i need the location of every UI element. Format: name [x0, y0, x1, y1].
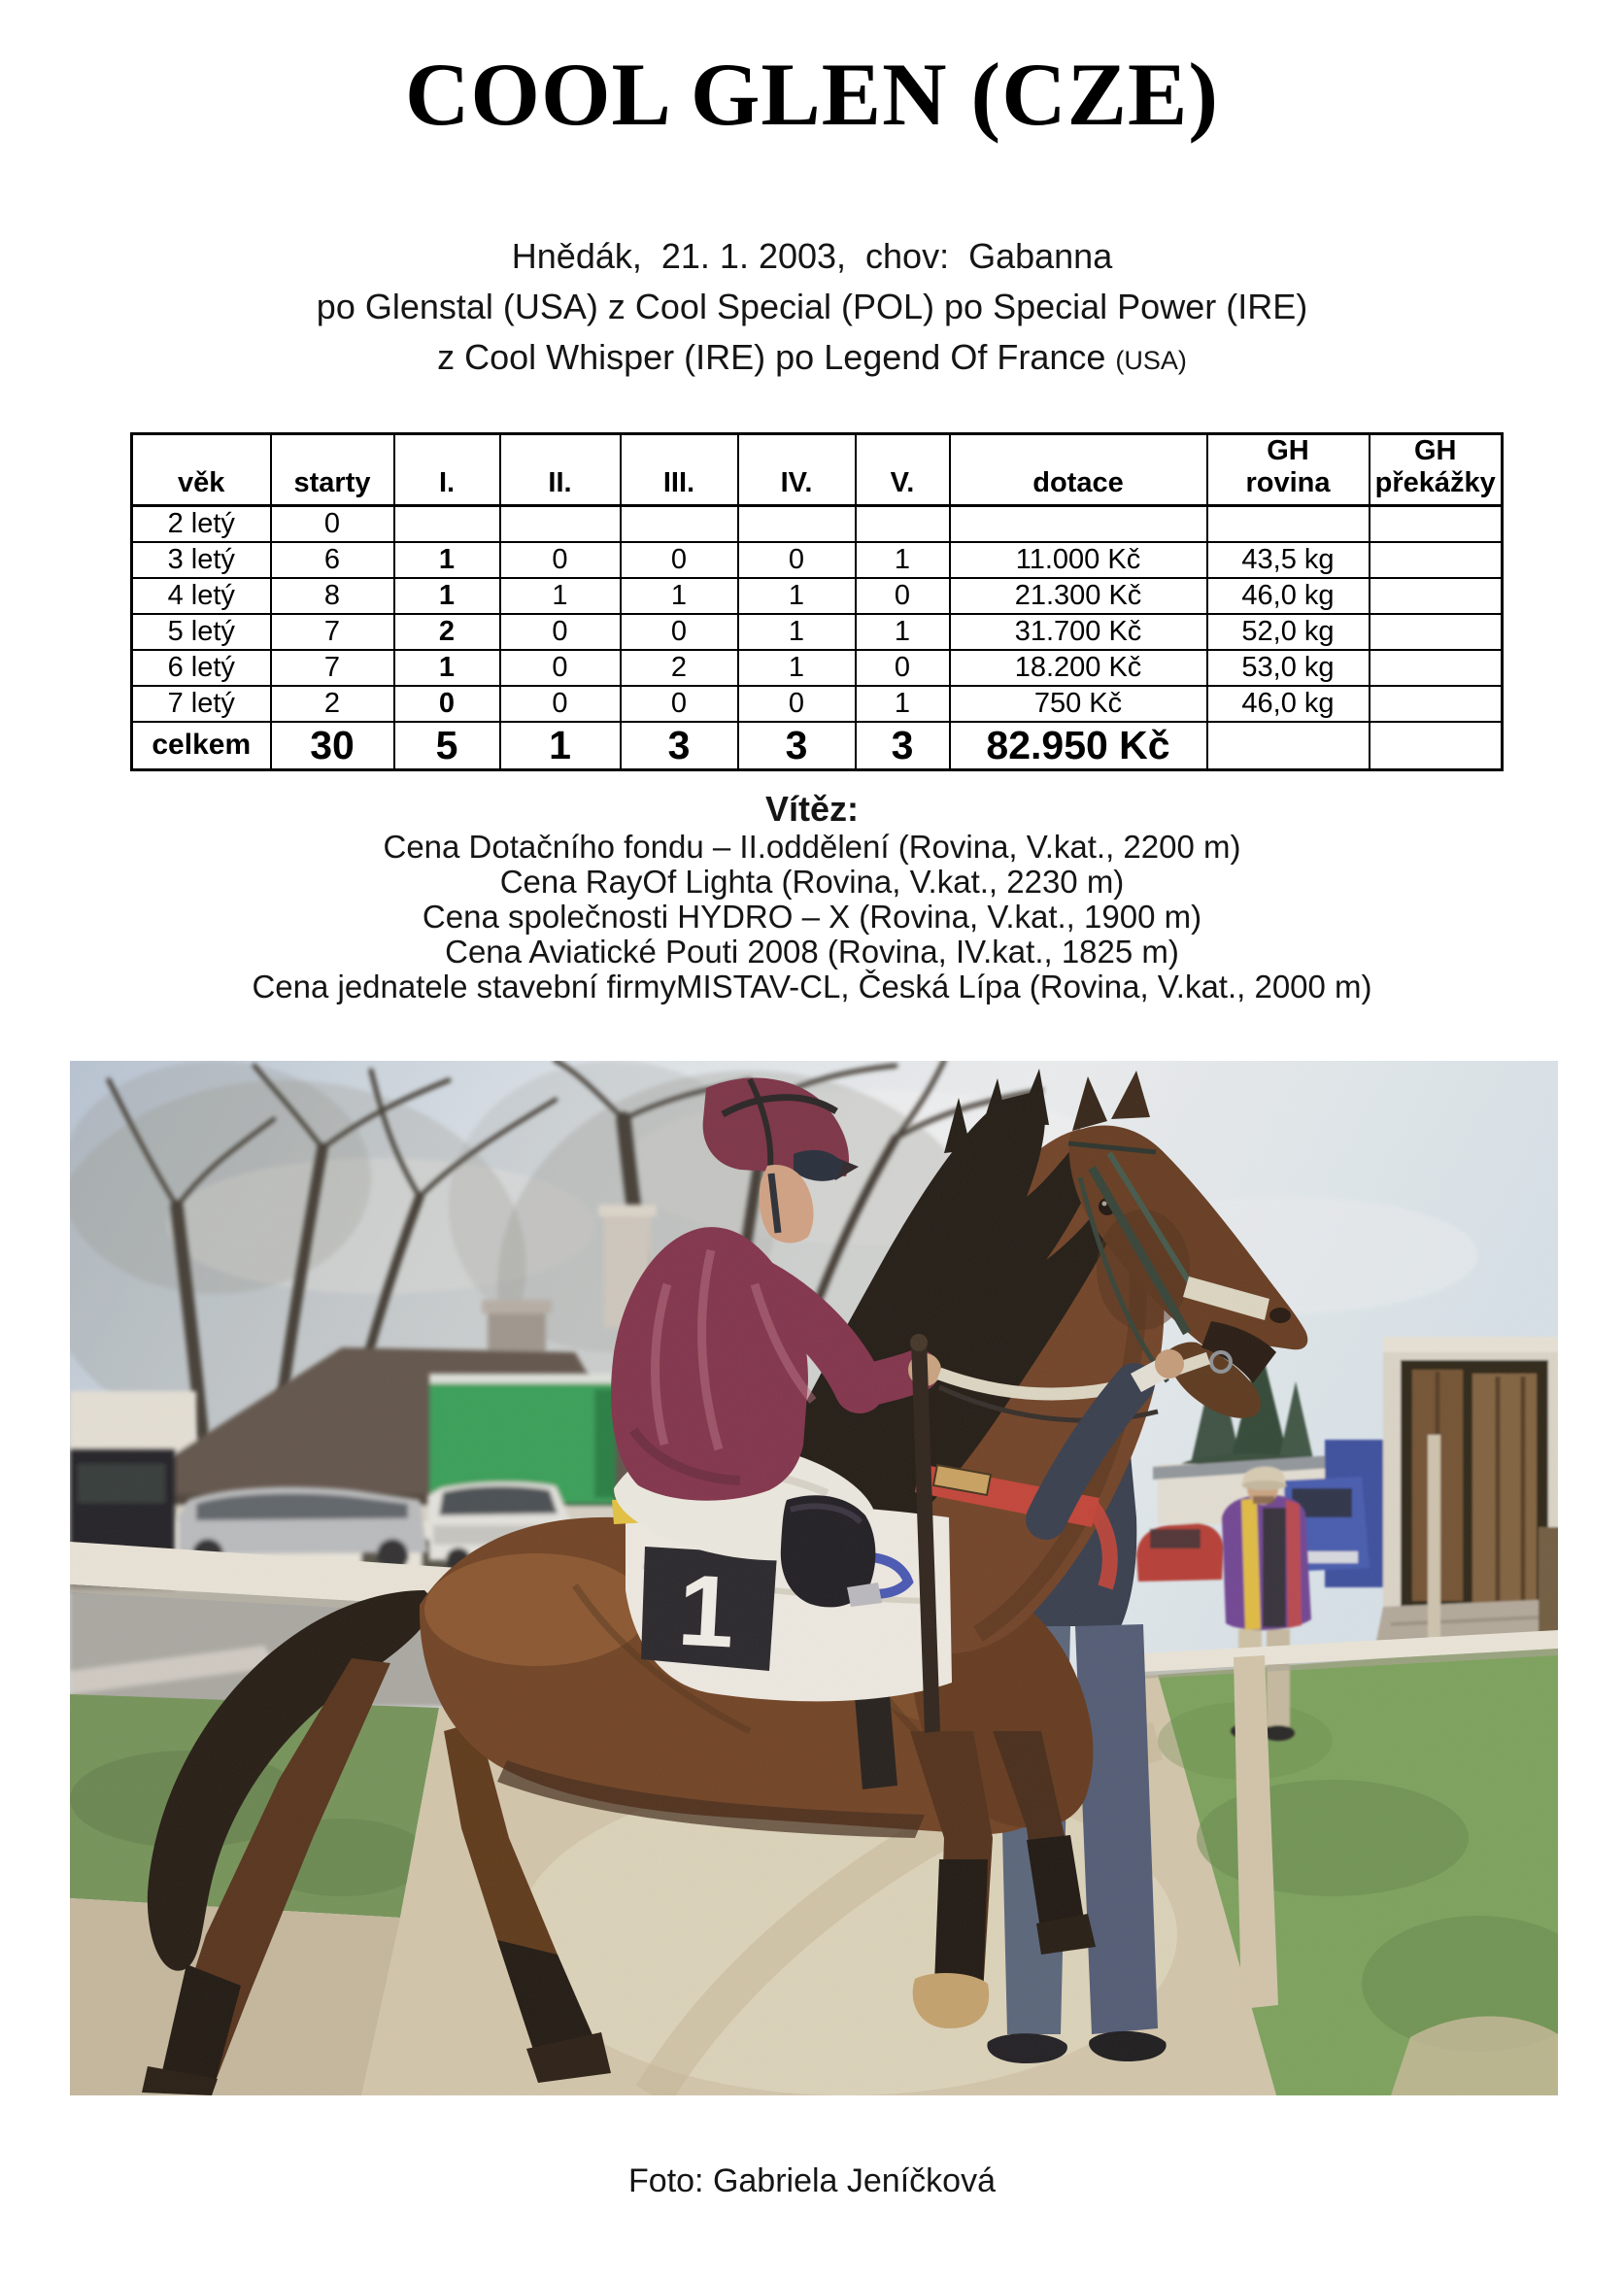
birth-info-line: Hnědák, 21. 1. 2003, chov: Gabanna — [511, 236, 1113, 276]
col-header-place2: II. — [500, 434, 621, 506]
photo-grain — [70, 1061, 1558, 2095]
horse-description — [0, 231, 1624, 386]
table-cell: 750 Kč — [950, 686, 1207, 722]
table-cell: 0 — [738, 542, 856, 578]
table-cell — [621, 506, 738, 542]
table-cell — [950, 506, 1207, 542]
winner-section — [0, 789, 1624, 1004]
table-cell — [1370, 650, 1503, 686]
table-cell: 1 — [856, 542, 950, 578]
table-cell: 0 — [621, 686, 738, 722]
table-cell: 0 — [271, 506, 394, 542]
table-cell — [1370, 506, 1503, 542]
table-cell: celkem — [132, 722, 271, 770]
race-statistics-table — [130, 432, 1504, 771]
col-header-place3: III. — [621, 434, 738, 506]
table-cell: 0 — [500, 614, 621, 650]
table-total-row — [132, 722, 1503, 770]
table-cell: 1 — [738, 578, 856, 614]
col-header-place4: IV. — [738, 434, 856, 506]
table-cell: 1 — [856, 614, 950, 650]
table-cell: 6 — [271, 542, 394, 578]
win-entry: Cena společnosti HYDRO – X (Rovina, V.kat., 1900 m) — [422, 899, 1202, 935]
pedigree-line-1: po Glenstal (USA) z Cool Special (POL) po Special Power (IRE) — [316, 287, 1308, 326]
gh-prekazky-line1: GH — [1414, 435, 1457, 466]
table-cell: 1 — [394, 542, 500, 578]
table-cell: 7 — [271, 614, 394, 650]
horse-photo — [70, 1061, 1558, 2095]
saddle-number: 1 — [675, 1553, 738, 1670]
table-cell — [1207, 506, 1370, 542]
table-cell: 0 — [621, 614, 738, 650]
table-cell: 1 — [500, 722, 621, 770]
table-cell: 21.300 Kč — [950, 578, 1207, 614]
table-cell: 0 — [621, 542, 738, 578]
gh-rovina-line1: GH — [1267, 435, 1309, 466]
pedigree-line-2 — [0, 332, 1624, 386]
table-cell: 1 — [394, 578, 500, 614]
table-cell: 4 letý — [132, 578, 271, 614]
table-cell: 5 letý — [132, 614, 271, 650]
col-header-gh-rovina — [1207, 434, 1370, 506]
table-cell: 11.000 Kč — [950, 542, 1207, 578]
table-cell: 1 — [856, 686, 950, 722]
table-cell: 6 letý — [132, 650, 271, 686]
table-cell — [500, 506, 621, 542]
table-row — [132, 506, 1503, 542]
table-cell: 1 — [738, 614, 856, 650]
col-header-starty: starty — [271, 434, 394, 506]
table-cell: 1 — [394, 650, 500, 686]
table-row — [132, 650, 1503, 686]
table-cell: 3 — [738, 722, 856, 770]
table-cell: 46,0 kg — [1207, 578, 1370, 614]
table-header-row — [132, 434, 1503, 506]
pedigree-line-2-country: (USA) — [1115, 346, 1187, 375]
table-row — [132, 578, 1503, 614]
col-header-place1: I. — [394, 434, 500, 506]
table-cell: 0 — [856, 578, 950, 614]
table-cell: 43,5 kg — [1207, 542, 1370, 578]
table-cell — [1370, 614, 1503, 650]
win-entry: Cena Aviatické Pouti 2008 (Rovina, IV.kat., 1825 m) — [445, 934, 1179, 970]
table-cell: 2 letý — [132, 506, 271, 542]
photo-credit: Foto: Gabriela Jeníčková — [628, 2162, 996, 2199]
table-cell — [1370, 578, 1503, 614]
table-cell: 2 — [271, 686, 394, 722]
table-cell: 7 letý — [132, 686, 271, 722]
table-cell: 1 — [500, 578, 621, 614]
table-cell: 0 — [856, 650, 950, 686]
table-row — [132, 614, 1503, 650]
table-cell: 52,0 kg — [1207, 614, 1370, 650]
win-entry: Cena jednatele stavební firmyMISTAV-CL, Česká Lípa (Rovina, V.kat., 2000 m) — [252, 969, 1372, 1004]
win-entry: Cena RayOf Lighta (Rovina, V.kat., 2230 m) — [499, 864, 1125, 900]
table-cell — [1370, 722, 1503, 770]
table-cell: 0 — [738, 686, 856, 722]
table-cell — [1370, 542, 1503, 578]
table-cell: 82.950 Kč — [950, 722, 1207, 770]
table-cell: 30 — [271, 722, 394, 770]
table-cell — [394, 506, 500, 542]
table-cell: 3 — [856, 722, 950, 770]
col-header-place5: V. — [856, 434, 950, 506]
page-title: COOL GLEN (CZE) — [404, 45, 1219, 144]
table-cell: 0 — [500, 686, 621, 722]
col-header-dotace: dotace — [950, 434, 1207, 506]
col-header-vek: věk — [132, 434, 271, 506]
table-cell: 8 — [271, 578, 394, 614]
table-cell: 3 letý — [132, 542, 271, 578]
table-cell: 31.700 Kč — [950, 614, 1207, 650]
table-cell: 53,0 kg — [1207, 650, 1370, 686]
table-cell — [738, 506, 856, 542]
table-cell — [1207, 722, 1370, 770]
winner-heading: Vítěz: — [764, 789, 859, 829]
table-cell: 1 — [738, 650, 856, 686]
gh-prekazky-line2: překážky — [1374, 467, 1496, 498]
table-cell: 3 — [621, 722, 738, 770]
table-cell: 0 — [500, 542, 621, 578]
table-cell: 5 — [394, 722, 500, 770]
table-cell: 1 — [621, 578, 738, 614]
table-row — [132, 686, 1503, 722]
table-row — [132, 542, 1503, 578]
table-cell — [1370, 686, 1503, 722]
col-header-gh-prekazky — [1370, 434, 1503, 506]
table-cell: 0 — [500, 650, 621, 686]
table-cell: 0 — [394, 686, 500, 722]
pedigree-line-2-main: z Cool Whisper (IRE) po Legend Of France — [437, 337, 1116, 377]
table-cell: 2 — [394, 614, 500, 650]
win-entry: Cena Dotačního fondu – II.oddělení (Rovina, V.kat., 2200 m) — [383, 829, 1241, 865]
table-cell: 7 — [271, 650, 394, 686]
gh-rovina-line2: rovina — [1245, 467, 1331, 498]
table-cell — [856, 506, 950, 542]
table-cell: 2 — [621, 650, 738, 686]
table-cell: 18.200 Kč — [950, 650, 1207, 686]
table-cell: 46,0 kg — [1207, 686, 1370, 722]
